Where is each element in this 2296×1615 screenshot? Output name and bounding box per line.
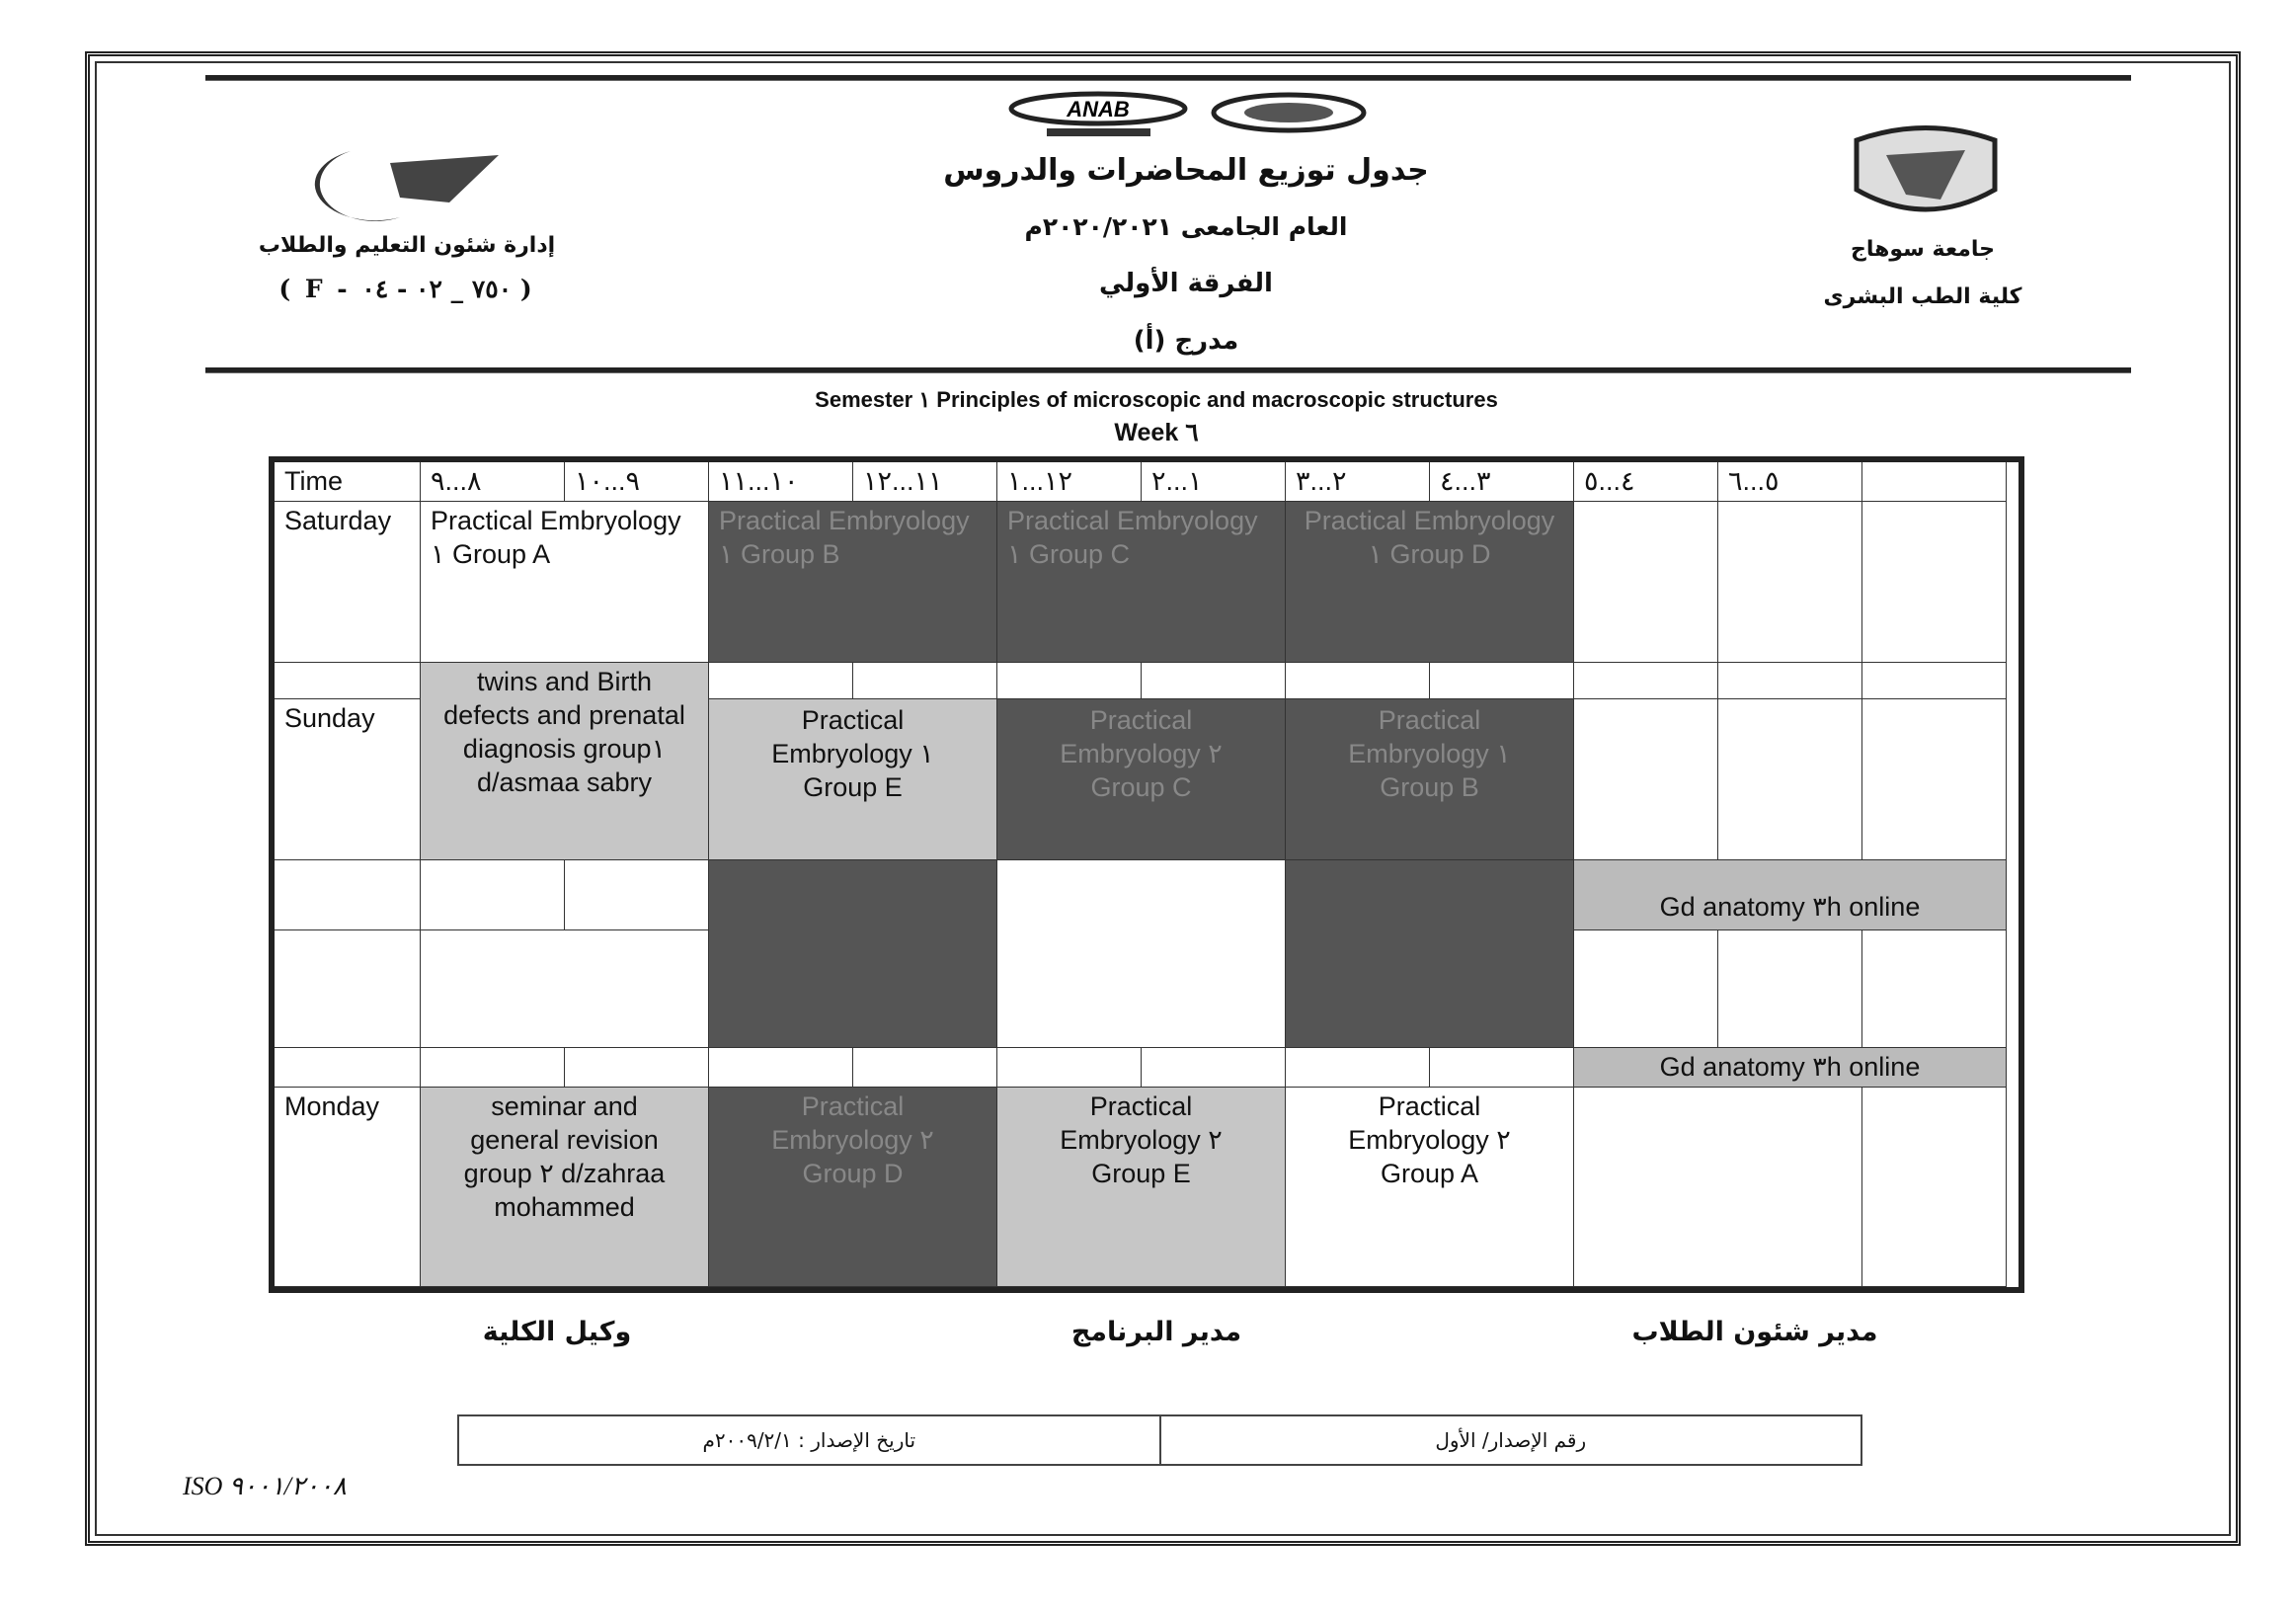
faculty-name: كلية الطب البشرى (1823, 284, 2022, 309)
issue-number: رقم الإصدار/ الأول (1435, 1428, 1587, 1452)
level: الفرقة الأولي (1099, 269, 1273, 298)
session-cell: Practical Embryology ١ Group E (709, 699, 997, 860)
empty-cell (997, 1048, 1142, 1088)
session-cell: Practical Embryology ١ Group B (1286, 699, 1574, 860)
empty-cell (1862, 1088, 2007, 1287)
empty-cell (1718, 502, 1862, 663)
empty-cell (1574, 663, 1718, 699)
empty-cell (1574, 699, 1718, 860)
dept-logo (281, 143, 509, 222)
empty-cell (853, 1048, 997, 1088)
session-cell: Practical Embryology ٢ Group E (997, 1088, 1286, 1287)
day-saturday: Saturday (275, 502, 421, 663)
form-code: ( F - ٧٥٠ _ ٠٢ - ٠٤ ) (278, 275, 535, 303)
naqaae-logo (1210, 91, 1368, 134)
empty-cell (1862, 462, 2007, 502)
empty-cell (565, 860, 709, 930)
empty-cell (1718, 699, 1862, 860)
slot-header: ٣...٤ (1430, 462, 1574, 502)
empty-cell (853, 663, 997, 699)
online-session: Gd anatomy ٣h online (1574, 1048, 2007, 1088)
iso-label: ISO ٩٠٠١/٢٠٠٨ (183, 1472, 347, 1500)
empty-cell (1574, 502, 1718, 663)
signature-student-affairs: مدير شئون الطلاب (1631, 1317, 1878, 1347)
empty-cell (1142, 1048, 1286, 1088)
empty-cell (997, 860, 1286, 1048)
blocked-cell (709, 860, 997, 1048)
empty-cell (1718, 663, 1862, 699)
empty-cell (1574, 930, 1718, 1048)
slot-header: ٨...٩ (421, 462, 565, 502)
dept-name: إدارة شئون التعليم والطلاب (258, 233, 556, 258)
university-shield-logo (1837, 121, 2015, 219)
week-label: Week ٦ (1114, 419, 1199, 446)
empty-cell (275, 930, 421, 1048)
schedule-title: جدول توزيع المحاضرات والدروس (943, 153, 1429, 188)
empty-cell (709, 1048, 853, 1088)
slot-header: ٢...٣ (1286, 462, 1430, 502)
anab-logo (1007, 91, 1190, 140)
empty-cell (421, 860, 565, 930)
empty-cell (1142, 663, 1286, 699)
empty-cell (1862, 699, 2007, 860)
slot-header: ١٠...١١ (709, 462, 853, 502)
session-cell: Practical Embryology ١ Group A (421, 502, 709, 663)
slot-header: ١...٢ (1142, 462, 1286, 502)
issue-box (457, 1414, 1862, 1466)
blocked-cell (1286, 860, 1574, 1048)
empty-cell (565, 1048, 709, 1088)
empty-cell (1862, 663, 2007, 699)
session-cell: Practical Embryology ١ Group C (997, 502, 1286, 663)
empty-cell (1430, 1048, 1574, 1088)
slot-header: ١١...١٢ (853, 462, 997, 502)
empty-cell (421, 930, 709, 1048)
time-header: Time (275, 462, 421, 502)
empty-cell (709, 663, 853, 699)
empty-cell (421, 1048, 565, 1088)
course-title: Semester ١ Principles of microscopic and macroscopic structures (815, 387, 1498, 412)
empty-cell (997, 663, 1142, 699)
empty-cell (1574, 1088, 1862, 1287)
empty-cell (1718, 930, 1862, 1048)
empty-cell (275, 860, 421, 930)
slot-header: ٤...٥ (1574, 462, 1718, 502)
empty-cell (275, 1048, 421, 1088)
academic-year: العام الجامعى ٢٠٢٠/٢٠٢١م (1024, 212, 1348, 241)
header-rule (205, 367, 2131, 373)
signature-vice-dean: وكيل الكلية (482, 1317, 632, 1347)
day-sunday: Sunday (275, 699, 421, 860)
schedule-table (269, 456, 2024, 1293)
slot-header: ١٢...١ (997, 462, 1142, 502)
session-cell: Practical Embryology ٢ Group D (709, 1088, 997, 1287)
session-cell: Practical Embryology ٢ Group C (997, 699, 1286, 860)
session-cell: Practical Embryology ٢ Group A (1286, 1088, 1574, 1287)
empty-cell (1286, 663, 1430, 699)
svg-text:ANAB: ANAB (1067, 97, 1130, 121)
empty-cell (1862, 930, 2007, 1048)
university-name: جامعة سوهاج (1851, 237, 1995, 262)
online-session: Gd anatomy ٣h online (1574, 860, 2007, 930)
empty-cell (1862, 502, 2007, 663)
top-rule (205, 75, 2131, 81)
slot-header: ٥...٦ (1718, 462, 1862, 502)
session-cell: Practical Embryology ١ Group D (1286, 502, 1574, 663)
day-monday: Monday (275, 1088, 421, 1287)
hall: مدرج (أ) (1133, 326, 1239, 356)
session-cell: Practical Embryology ١ Group B (709, 502, 997, 663)
empty-cell (1430, 663, 1574, 699)
signature-program-director: مدير البرنامج (1070, 1317, 1242, 1347)
issue-date: تاريخ الإصدار : ٢٠٠٩/٢/١م (459, 1416, 1161, 1464)
session-cell: twins and Birth defects and prenatal diagnosis group١ d/asmaa sabry (421, 663, 709, 860)
empty-cell (1286, 1048, 1430, 1088)
empty-cell (275, 663, 421, 699)
session-cell: seminar and general revision group ٢ d/zahraa mohammed (421, 1088, 709, 1287)
slot-header: ٩...١٠ (565, 462, 709, 502)
